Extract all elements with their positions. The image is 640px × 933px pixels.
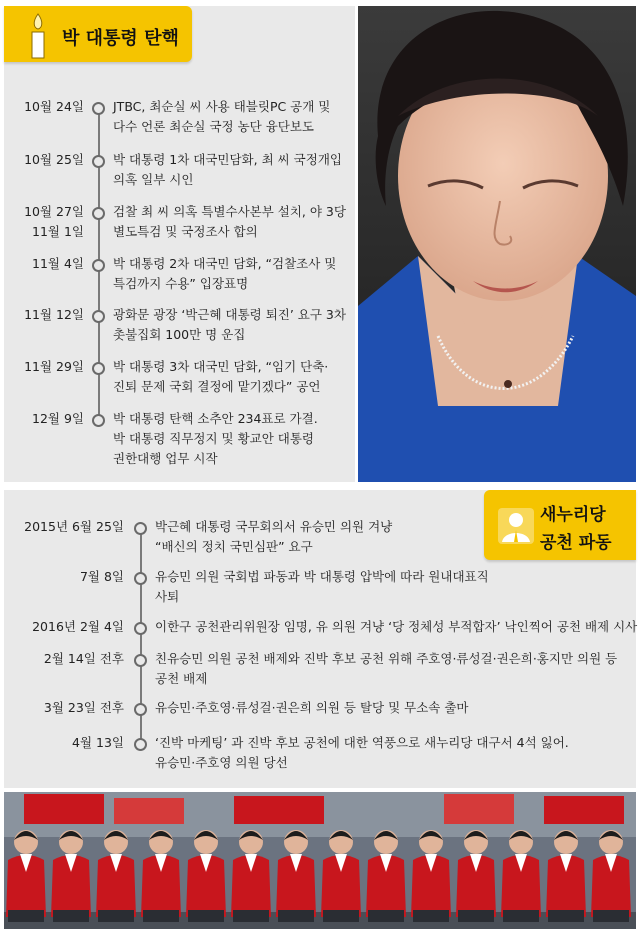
event-description [113,97,330,137]
timeline-dot-icon [92,207,105,220]
event-date-text: 11월 1일 [32,224,84,239]
timeline-dot-icon [134,522,147,535]
event-description-line: “배신의 정치 국민심판” 요구 [155,539,313,554]
timeline-dot-icon [134,703,147,716]
event-description-line: 이한구 공천관리위원장 임명, 유 의원 겨냥 ‘당 정체성 부적합자’ 낙인찍어 공천 배제 시사 [155,619,638,634]
timeline-dot-icon [134,654,147,667]
timeline-dot-icon [92,414,105,427]
event-description-line: 유승민·주호영 의원 당선 [155,755,288,770]
event-description [155,698,469,718]
event-description-line: 유승민·주호영·류성걸·권은희 의원 등 탈당 및 무소속 출마 [155,700,469,715]
candidates-photo [4,792,636,929]
timeline-dot-icon [134,572,147,585]
person-icon [498,508,534,544]
event-date-text: 11월 4일 [32,256,84,271]
event-description-line: 박 대통령 직무정지 및 황교안 대통령 [113,431,314,446]
event-description-line: 특검까지 수용” 입장표명 [113,276,249,291]
event-date: 7월 8일 [79,569,124,584]
event-date-text: 10월 25일 [24,152,84,167]
event-date [0,202,84,242]
event-description-line: 별도특검 및 국정조사 합의 [113,224,258,239]
nomination-title-line2: 공천 파동 [540,533,612,553]
nomination-badge [484,490,636,560]
event-description-line: ‘진박 마케팅’ 과 진박 후보 공천에 대한 역풍으로 새누리당 대구서 4석 잃어. [155,735,569,750]
event-date: 3월 23일 전후 [43,700,124,715]
event-description-line: 공천 배제 [155,671,208,686]
event-description-line: 박 대통령 3차 대국민 담화, “임기 단축· [113,359,329,374]
event-date-text: 10월 27일 [24,204,84,219]
president-photo-illustration [358,6,636,482]
event-description-line: 광화문 광장 ‘박근혜 대통령 퇴진’ 요구 3차 [113,307,346,322]
timeline-dot-icon [92,102,105,115]
nomination-title-line1: 새누리당 [540,505,606,525]
event-description [113,202,346,242]
event-description-line: 유승민 의원 국회법 파동과 박 대통령 압박에 따라 원내대표직 [155,569,489,584]
timeline-dot-icon [134,738,147,751]
event-date [0,409,84,429]
candidates-photo-illustration [4,792,636,929]
event-date-text: 12월 9일 [32,411,84,426]
event-date [0,97,84,117]
event-description [155,733,569,773]
event-description [113,409,318,469]
event-date-text: 11월 29일 [24,359,84,374]
timeline-dot-icon [92,155,105,168]
president-photo [358,6,636,482]
impeachment-title: 박 대통령 탄핵 [62,28,179,49]
event-description-line: 촛불집회 100만 명 운집 [113,327,246,342]
event-description-line: 권한대행 업무 시작 [113,451,218,466]
event-description-line: 친유승민 의원 공천 배제와 진박 후보 공천 위해 주호영·류성걸·권은희·홍지만 의원 등 [155,651,618,666]
event-description-line: 박 대통령 2차 대국민 담화, “검찰조사 및 [113,256,337,271]
event-date-text: 10월 24일 [24,99,84,114]
event-description [155,567,489,607]
event-description [113,150,342,190]
event-description-line: 다수 언론 최순실 국정 농단 융단보도 [113,119,314,134]
timeline-dot-icon [92,259,105,272]
event-description-line: 박 대통령 탄핵 소추안 234표로 가결. [113,411,318,426]
timeline-dot-icon [92,362,105,375]
event-description-line: 검찰 최 씨 의혹 특별수사본부 설치, 야 3당 [113,204,346,219]
event-description-line: 박근혜 대통령 국무회의서 유승민 의원 겨냥 [155,519,393,534]
event-description-line: 사퇴 [155,589,180,604]
event-date-text: 11월 12일 [24,307,84,322]
event-date: 4월 13일 [72,735,124,750]
event-description [155,649,617,689]
event-date [0,254,84,274]
event-description-line: JTBC, 최순실 씨 사용 태블릿PC 공개 및 [113,99,331,114]
event-description [155,617,637,637]
timeline-dot-icon [134,622,147,635]
event-description [113,357,328,397]
impeachment-badge [4,6,192,62]
event-description-line: 진퇴 문제 국회 결정에 맡기겠다” 공언 [113,379,321,394]
event-date: 2016년 2월 4일 [32,619,124,634]
event-description-line: 박 대통령 1차 대국민담화, 최 씨 국정개입 [113,152,342,167]
event-date: 2월 14일 전후 [43,651,124,666]
event-description [113,305,346,345]
event-date [0,305,84,325]
event-date [0,150,84,170]
timeline-dot-icon [92,310,105,323]
event-date: 2015년 6월 25일 [24,519,124,534]
event-description [155,517,392,557]
event-date [0,357,84,377]
event-description [113,254,336,294]
candle-icon [18,10,58,60]
event-description-line: 의혹 일부 시인 [113,172,194,187]
